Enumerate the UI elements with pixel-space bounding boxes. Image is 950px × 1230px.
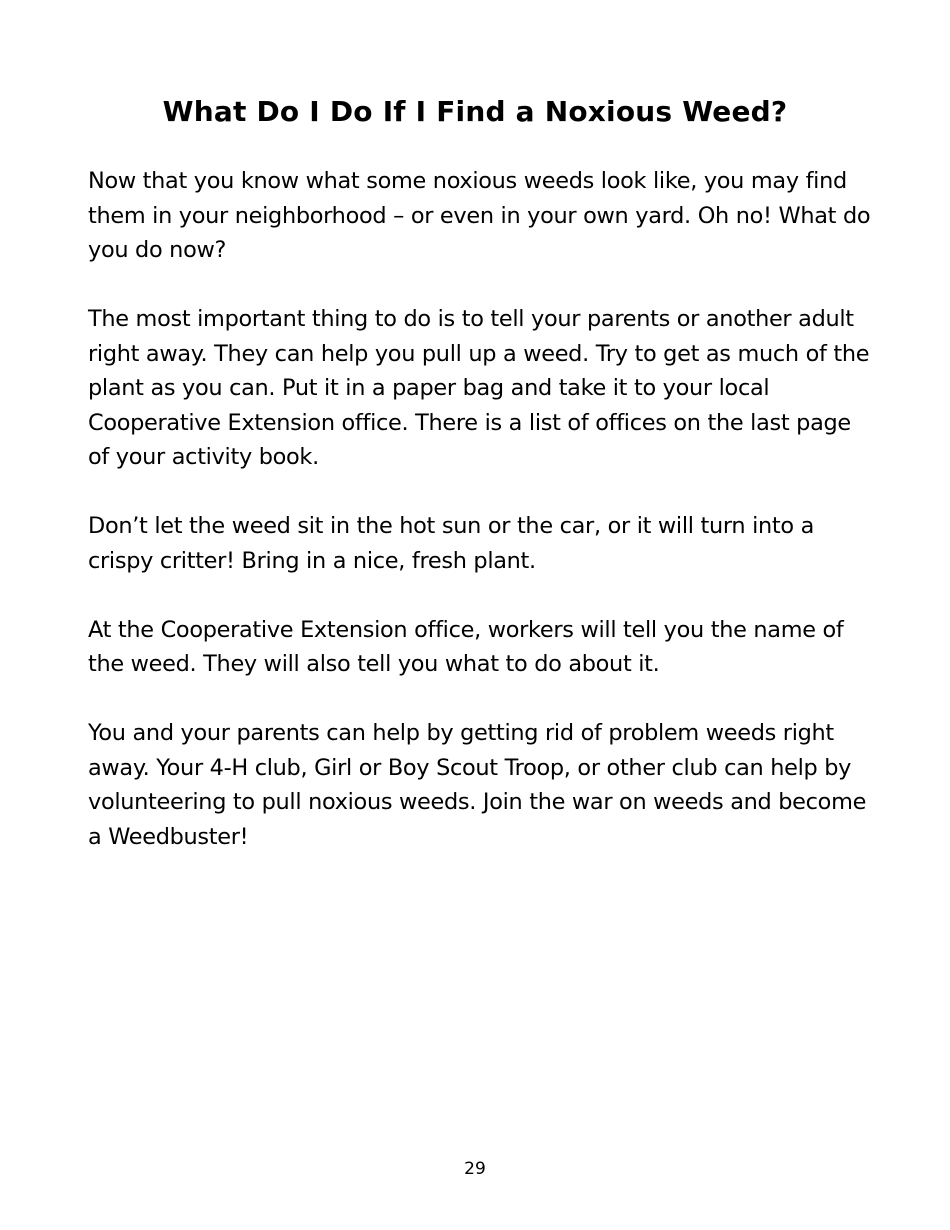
body-text xyxy=(88,164,878,889)
page-title: What Do I Do If I Find a Noxious Weed? xyxy=(162,95,788,128)
paragraph-extension-office: At the Cooperative Extension office, workers will tell you the name of the weed. They will also tell you what to do about it. xyxy=(88,616,844,677)
paragraph-fresh-plant: Don’t let the weed sit in the hot sun or the car, or it will turn into a crispy critter! Bring in a nice, fresh plant. xyxy=(88,513,815,574)
paragraph-tell-adult: The most important thing to do is to tell your parents or another adult right away. They can help you pull up a weed. Try to get as much of the plant as you can. Put it in a paper bag and take it to your local Cooperative Extension office. There is a list of offices on the last page of your activity book. xyxy=(88,306,870,470)
paragraph-intro: Now that you know what some noxious weeds look like, you may find them in your neighborhood – or even in your own yard. Oh no! What do you do now? xyxy=(88,168,871,263)
paragraph-weedbuster: You and your parents can help by getting rid of problem weeds right away. Your 4-H club, Girl or Boy Scout Troop, or other club can help by volunteering to pull noxious weeds. Join the war on weeds and become a Weedbuster! xyxy=(88,720,867,850)
page-number: 29 xyxy=(464,1159,486,1179)
